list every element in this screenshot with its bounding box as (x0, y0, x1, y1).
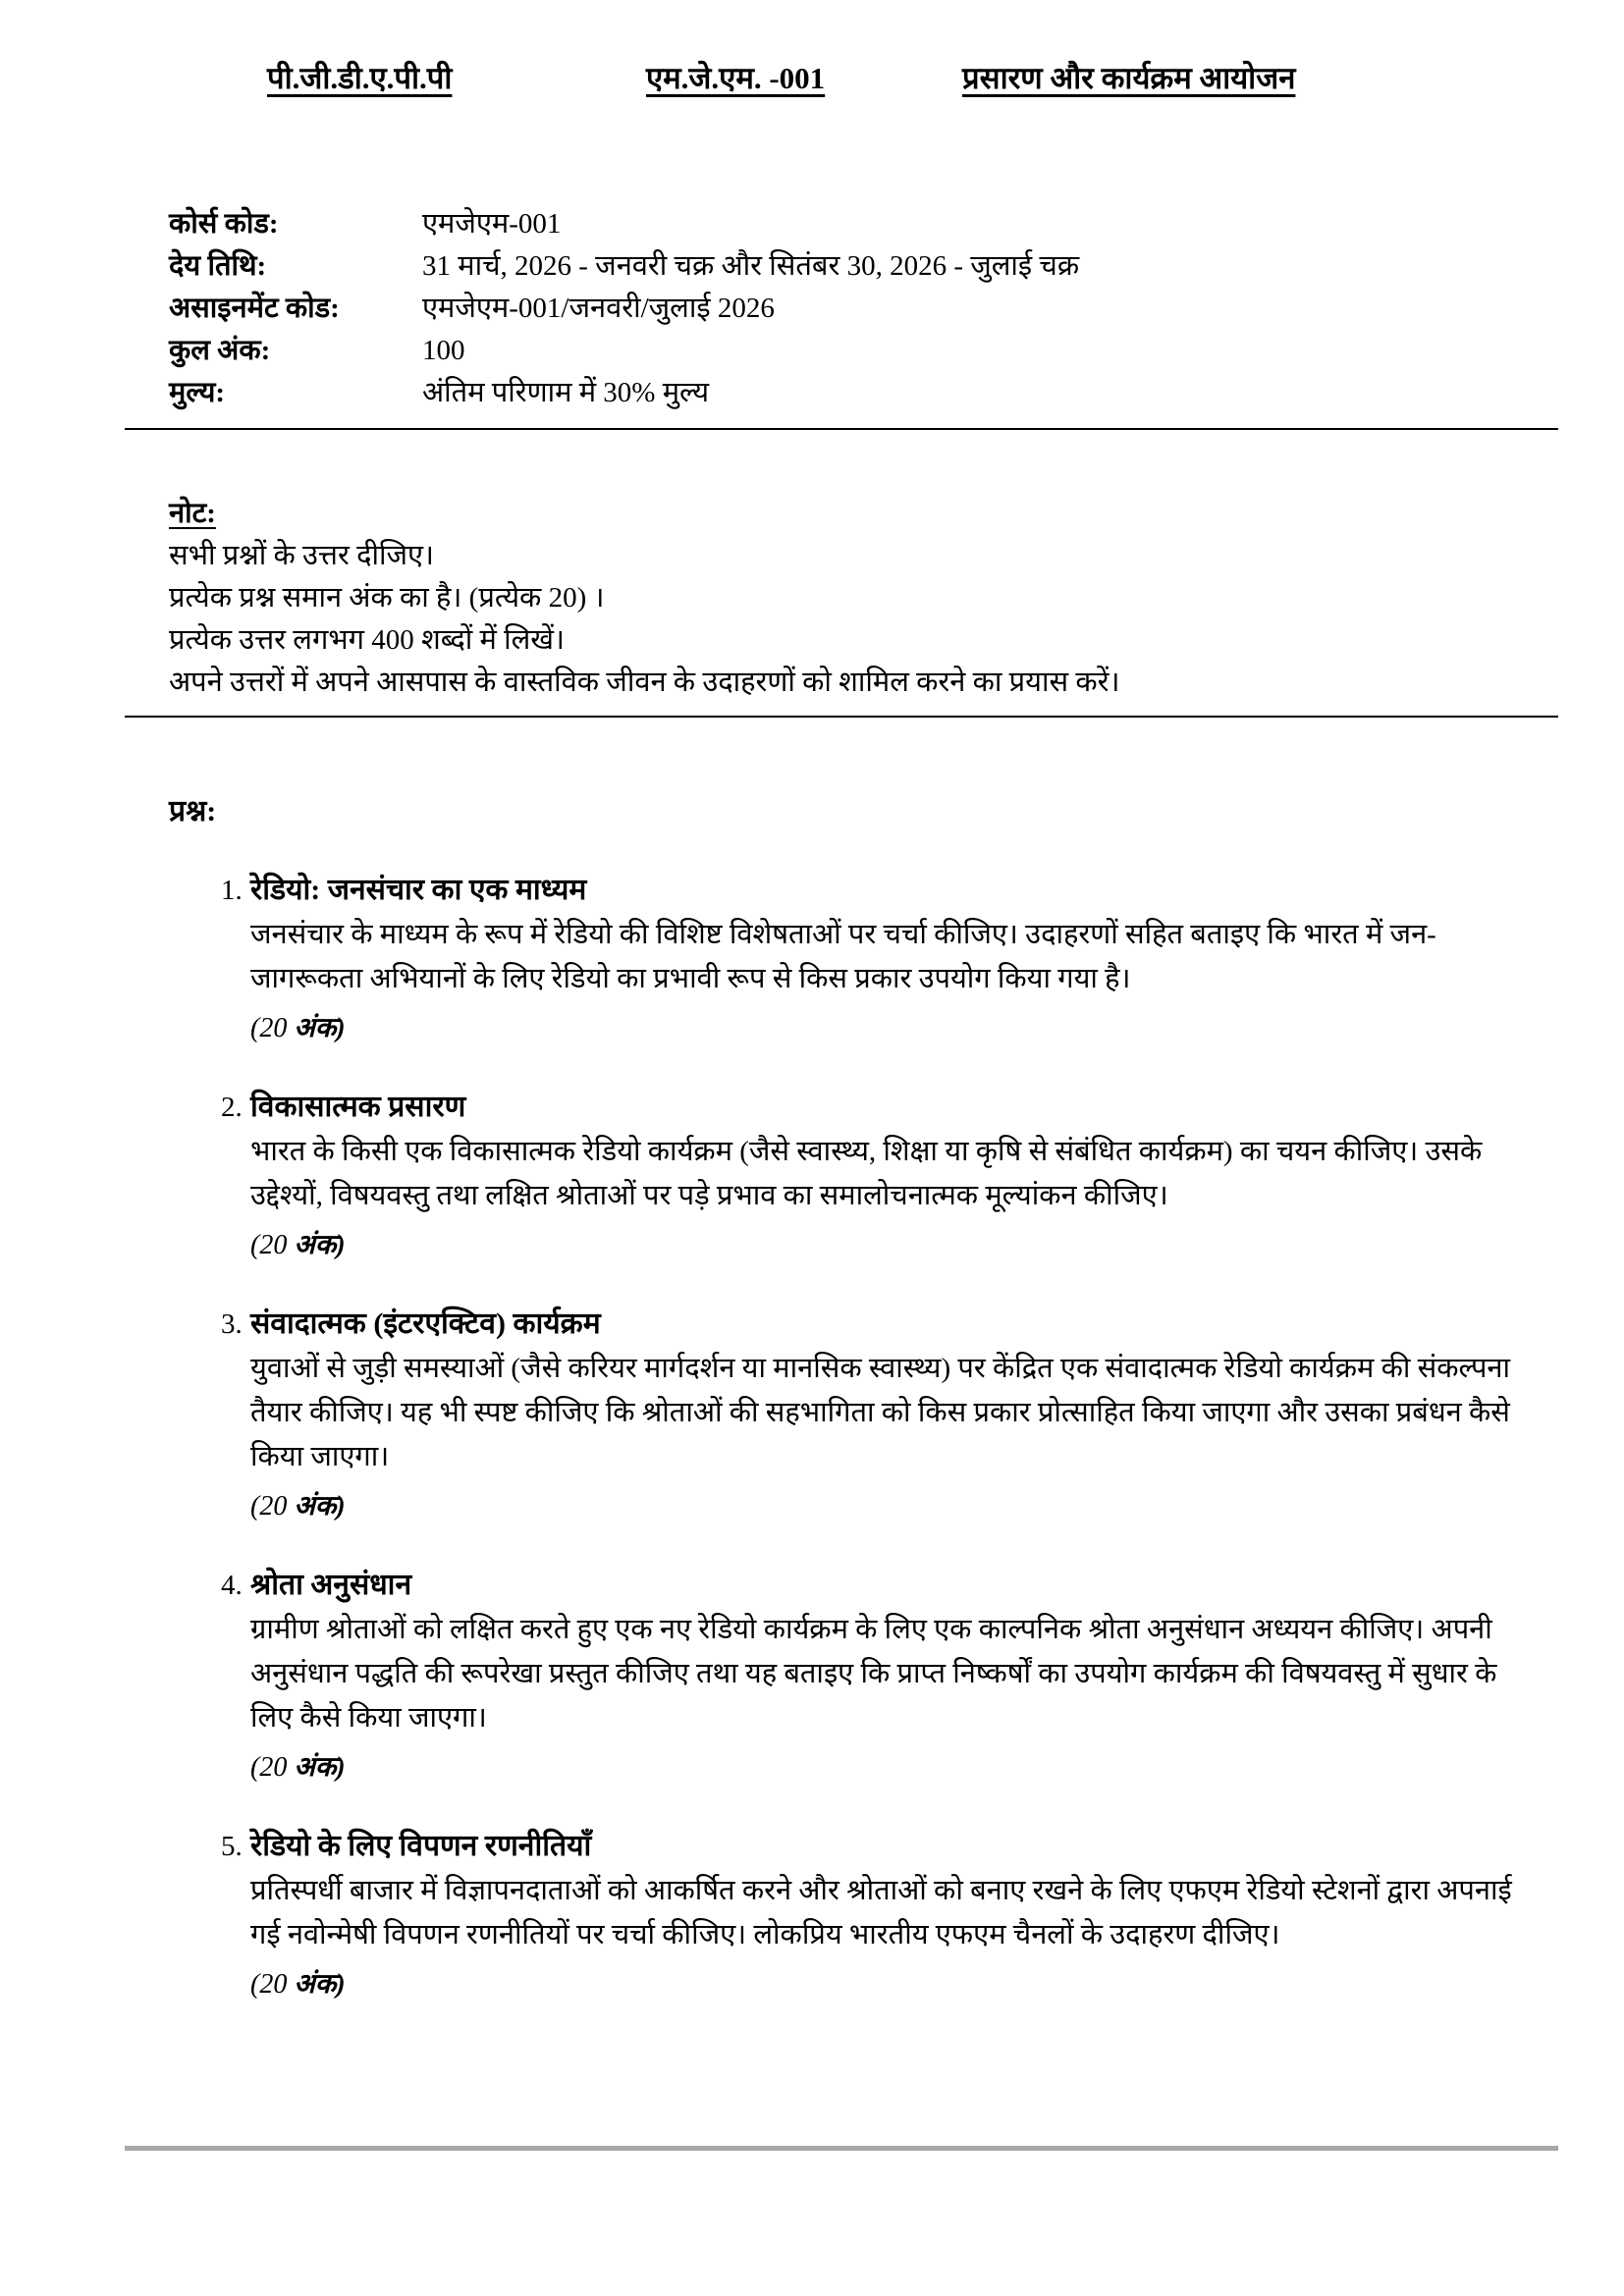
detail-label: असाइनमेंट कोड: (169, 293, 340, 324)
marks-value: (20 (250, 1013, 295, 1043)
course-details (169, 203, 1558, 414)
question-marks (250, 1485, 1558, 1527)
question-item-1 (125, 868, 1558, 1049)
question-title: श्रोता अनुसंधान (250, 1569, 412, 1601)
detail-value: 100 (422, 335, 465, 366)
detail-row-total-marks (169, 330, 1558, 372)
question-title: रेडियो के लिए विपणन रणनीतियाँ (250, 1830, 592, 1862)
questions-heading: प्रश्न: (169, 795, 217, 828)
question-body: ग्रामीण श्रोताओं को लक्षित करते हुए एक नए रेडियो कार्यक्रम के लिए एक काल्पनिक श्रोता अनुसंधान अध्ययन कीजिए। अपनी अनुसंधान पद्धति की रूपरेखा प्रस्तुत कीजिए तथा यह बताइए कि प्राप्त निष्कर्षों का उपयोग कार्यक्रम की विषयवस्तु में सुधार के लिए कैसे किया जाएगा। (250, 1614, 1497, 1734)
document-content (125, 0, 1558, 2005)
note-line: प्रत्येक उत्तर लगभग 400 शब्दों में लिखें। (169, 624, 566, 656)
note-section (169, 493, 1558, 704)
question-number: 2. (221, 1092, 243, 1123)
marks-value: (20 (250, 1230, 295, 1260)
question-body: भारत के किसी एक विकासात्मक रेडियो कार्यक्रम (जैसे स्वास्थ्य, शिक्षा या कृषि से संबंधित कार्यक्रम) का चयन कीजिए। उसके उद्देश्यों, विषयवस्तु तथा लक्षित श्रोताओं पर पड़े प्रभाव का समालोचनात्मक मूल्यांकन कीजिए। (250, 1136, 1483, 1211)
divider-after-note (125, 716, 1558, 718)
note-line: अपने उत्तरों में अपने आसपास के वास्तविक जीवन के उदाहरणों को शामिल करने का प्रयास करें। (169, 667, 1120, 698)
bottom-page-divider (125, 2146, 1558, 2151)
question-marks (250, 1746, 1558, 1789)
note-line: प्रत्येक प्रश्न समान अंक का है। (प्रत्येक 20) । (169, 582, 605, 614)
detail-value: 31 मार्च, 2026 - जनवरी चक्र और सितंबर 30, 2026 - जुलाई चक्र (422, 250, 1080, 282)
marks-unit: अंक) (294, 1969, 346, 2000)
marks-unit: अंक) (294, 1013, 346, 1043)
divider-after-details (125, 428, 1558, 430)
question-body: प्रतिस्पर्धी बाजार में विज्ञापनदाताओं को आकर्षित करने और श्रोताओं को बनाए रखने के लिए एफएम रेडियो स्टेशनों द्वारा अपनाई गई नवोन्मेषी विपणन रणनीतियों पर चर्चा कीजिए। लोकप्रिय भारतीय एफएम चैनलों के उदाहरण दीजिए। (250, 1875, 1512, 1950)
question-body: जनसंचार के माध्यम के रूप में रेडियो की विशिष्ट विशेषताओं पर चर्चा कीजिए। उदाहरणों सहित बताइए कि भारत में जन-जागरूकता अभियानों के लिए रेडियो का प्रभावी रूप से किस प्रकार उपयोग किया गया है। (250, 919, 1436, 994)
detail-row-due-date (169, 245, 1558, 288)
question-number: 4. (221, 1570, 243, 1601)
detail-label: मुल्य: (169, 377, 226, 408)
marks-unit: अंक) (294, 1752, 346, 1783)
document-header (125, 0, 1558, 110)
note-heading: नोट: (169, 498, 216, 529)
detail-label: कोर्स कोड: (169, 208, 279, 240)
detail-value: एमजेएम-001/जनवरी/जुलाई 2026 (422, 293, 775, 324)
header-course-code: एम.जे.एम. -001 (646, 61, 826, 95)
detail-row-weightage (169, 372, 1558, 414)
question-item-2 (125, 1085, 1558, 1266)
marks-value: (20 (250, 1969, 295, 2000)
marks-value: (20 (250, 1752, 295, 1783)
question-marks (250, 1007, 1558, 1049)
question-number: 3. (221, 1308, 243, 1340)
detail-value: अंतिम परिणाम में 30% मुल्य (422, 377, 710, 408)
detail-value: एमजेएम-001 (422, 208, 562, 240)
question-item-4 (125, 1563, 1558, 1789)
question-title: संवादात्मक (इंटरएक्टिव) कार्यक्रम (250, 1308, 601, 1340)
header-programme-code: पी.जी.डी.ए.पी.पी (267, 61, 453, 95)
detail-label: कुल अंक: (169, 335, 271, 366)
marks-unit: अंक) (294, 1491, 346, 1522)
questions-list (125, 868, 1558, 2005)
question-number: 1. (221, 875, 243, 906)
question-body: युवाओं से जुड़ी समस्याओं (जैसे करियर मार्गदर्शन या मानसिक स्वास्थ्य) पर केंद्रित एक संवादात्मक रेडियो कार्यक्रम की संकल्पना तैयार कीजिए। यह भी स्पष्ट कीजिए कि श्रोताओं की सहभागिता को किस प्रकार प्रोत्साहित किया जाएगा और उसका प्रबंधन कैसे किया जाएगा। (250, 1353, 1511, 1472)
question-title: रेडियो: जनसंचार का एक माध्यम (250, 874, 587, 906)
question-title: विकासात्मक प्रसारण (250, 1091, 466, 1123)
detail-row-assignment-code (169, 288, 1558, 330)
question-item-5 (125, 1824, 1558, 2005)
header-course-title: प्रसारण और कार्यक्रम आयोजन (962, 61, 1296, 95)
question-marks (250, 1963, 1558, 2005)
question-marks (250, 1224, 1558, 1266)
marks-value: (20 (250, 1491, 295, 1522)
detail-row-course-code (169, 203, 1558, 245)
marks-unit: अंक) (294, 1230, 346, 1260)
detail-label: देय तिथि: (169, 250, 267, 282)
question-item-3 (125, 1302, 1558, 1527)
note-line: सभी प्रश्नों के उत्तर दीजिए। (169, 540, 435, 571)
question-number: 5. (221, 1831, 243, 1862)
